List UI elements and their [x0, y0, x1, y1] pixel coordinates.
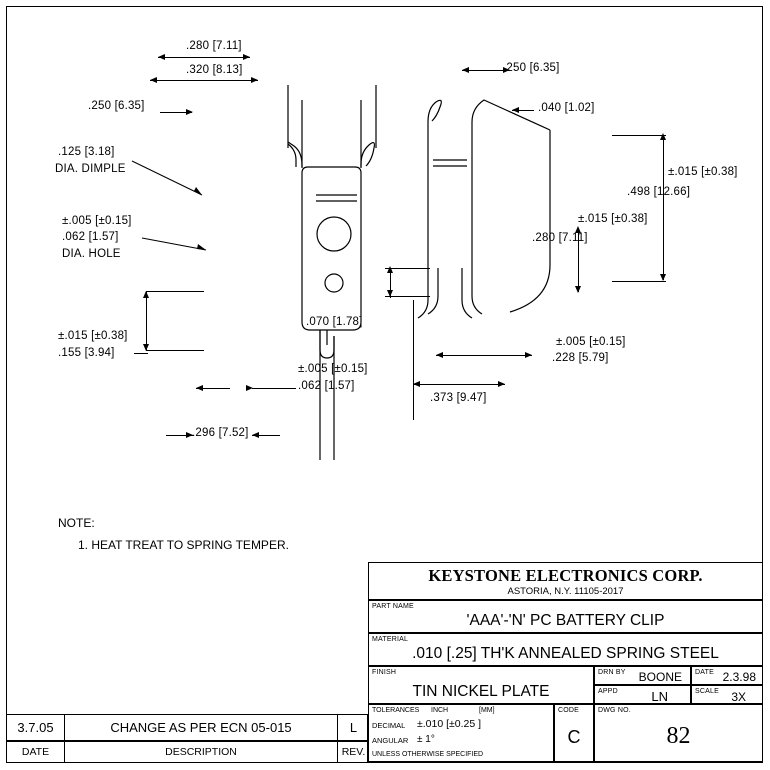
dim-155-394: .155 [3.94]: [58, 347, 115, 359]
arrow: [251, 77, 258, 83]
arrow: [498, 381, 505, 387]
unless-note: UNLESS OTHERWISE SPECIFIED: [372, 751, 484, 758]
arrow: [660, 274, 666, 281]
dim-228-579: .228 [5.79]: [552, 352, 609, 364]
arrow: [143, 291, 149, 298]
revision-header-description-cell: [65, 742, 338, 762]
code-cell: [554, 704, 594, 762]
dim-line-228: [436, 355, 532, 356]
dim-280-711: .280 [7.11]: [186, 40, 242, 52]
date-cell: [691, 666, 763, 685]
dim-296-752: .296 [7.52]: [192, 427, 249, 439]
dim-373-947: .373 [9.47]: [430, 392, 487, 404]
arrow: [413, 381, 420, 387]
arrow: [575, 286, 581, 293]
revision-header-date-cell: [7, 742, 65, 762]
extension-line: [612, 281, 666, 282]
tol-005-015-228: ±.005 [±0.15]: [556, 336, 626, 348]
arrow: [158, 54, 165, 60]
arrow: [252, 432, 259, 438]
finish-label: FINISH: [372, 669, 397, 676]
code-label: CODE: [558, 707, 580, 714]
angular-value: ± 1°: [417, 734, 435, 745]
material-cell: [368, 633, 763, 666]
note-heading: NOTE:: [58, 516, 95, 530]
arrow: [462, 67, 469, 73]
revision-date-cell: [7, 715, 65, 740]
dim-line-373: [413, 384, 505, 385]
dim-125-dia-dimple-label: DIA. DIMPLE: [55, 163, 126, 175]
arrow: [150, 77, 157, 83]
tol-015-038-155: ±.015 [±0.38]: [58, 330, 128, 342]
arrow: [243, 54, 250, 60]
revision-header-row: [6, 741, 368, 763]
part-name-label: PART NAME: [372, 603, 414, 610]
drn-by-value: BOONE: [638, 670, 682, 684]
part-name-cell: [368, 600, 763, 633]
revision-date: 3.7.05: [17, 720, 54, 735]
dim-line-280: [158, 57, 250, 58]
part-name-value: 'AAA'-'N' PC BATTERY CLIP: [466, 612, 665, 629]
appd-label: APPD: [598, 688, 618, 695]
appd-cell: [594, 685, 691, 704]
drn-by-cell: [594, 666, 691, 685]
tolerances-inch-label: INCH: [431, 707, 449, 714]
finish-value: TIN NICKEL PLATE: [412, 683, 550, 700]
extension-line: [146, 350, 204, 351]
company-name: KEYSTONE ELECTRONICS CORP.: [428, 566, 703, 585]
dim-125-318: .125 [3.18]: [58, 146, 115, 158]
company-address: ASTORIA, N.Y. 11105-2017: [507, 586, 624, 597]
tol-005-015-leg: ±.005 [±0.15]: [298, 363, 368, 375]
arrow: [246, 385, 253, 391]
side-view-geometry: [400, 50, 730, 480]
arrow: [525, 352, 532, 358]
dim-250-635-right: .250 [6.35]: [503, 62, 560, 74]
arrow: [186, 109, 193, 115]
dim-040-102: .040 [1.02]: [538, 102, 595, 114]
dim-line-155: [146, 291, 147, 351]
revision-rev: L: [349, 720, 358, 735]
material-value: .010 [.25] TH'K ANNEALED SPRING STEEL: [412, 645, 719, 662]
dwg-no-value: 82: [666, 723, 691, 749]
extension-line: [146, 291, 204, 292]
drn-by-label: DRN BY: [598, 669, 626, 676]
dwg-no-cell: [594, 704, 763, 762]
arrow: [436, 352, 443, 358]
decimal-value: ±.010 [±0.25 ]: [417, 718, 482, 730]
scale-label: SCALE: [695, 688, 719, 695]
revision-description: CHANGE AS PER ECN 05-015: [110, 720, 292, 735]
revision-header-description: DESCRIPTION: [165, 746, 237, 758]
dim-062-dia-hole-label: DIA. HOLE: [62, 248, 121, 260]
scale-cell: [691, 685, 763, 704]
note-item-1: 1. HEAT TREAT TO SPRING TEMPER.: [78, 538, 289, 552]
hole-leader: [140, 228, 230, 268]
revision-header-rev-cell: [338, 742, 369, 762]
finish-cell: [368, 666, 594, 704]
dim-line-062-ext: [252, 388, 296, 389]
dim-070-178: .070 [1.78]: [306, 316, 363, 328]
tol-015-038-280: ±.015 [±0.38]: [578, 213, 648, 225]
scale-value: 3X: [731, 690, 746, 704]
material-label: MATERIAL: [372, 636, 409, 643]
extension-line: [612, 135, 666, 136]
arrow: [387, 290, 393, 297]
dim-498-1266: .498 [12.66]: [627, 186, 691, 198]
dimple-leader: [130, 155, 230, 210]
tolerances-mm-label: [MM]: [479, 707, 495, 714]
arrow: [387, 266, 393, 273]
tol-005-015-hole: ±.005 [±0.15]: [62, 215, 132, 227]
dim-062-157-hole: .062 [1.57]: [62, 231, 119, 243]
dim-320-813: .320 [8.13]: [186, 64, 243, 76]
decimal-label: DECIMAL: [372, 721, 406, 730]
arrow: [512, 107, 519, 113]
revision-header-date: DATE: [21, 746, 50, 758]
dim-062-157-leg: .062 [1.57]: [298, 380, 355, 392]
tolerances-label: TOLERANCES: [372, 707, 420, 714]
dim-line-498: [663, 135, 664, 280]
tol-015-038-498: ±.015 [±0.38]: [668, 166, 738, 178]
leader-line: [134, 353, 148, 354]
date-label: DATE: [695, 669, 714, 676]
arrow: [196, 385, 203, 391]
dim-line-320: [150, 80, 258, 81]
dwg-no-label: DWG NO.: [598, 707, 631, 714]
appd-value: LN: [651, 689, 668, 704]
dim-250-635-left: .250 [6.35]: [88, 100, 145, 112]
code-value: C: [567, 727, 581, 747]
revision-description-cell: [65, 715, 338, 740]
angular-label: ANGULAR: [372, 736, 409, 745]
dim-280-711-right: .280 [7.11]: [532, 232, 588, 244]
tolerances-cell: [368, 704, 554, 762]
revision-rev-cell: [338, 715, 369, 740]
revision-row: [6, 714, 368, 741]
company-header: [368, 562, 763, 600]
extension-line: [413, 300, 414, 420]
date-value: 2.3.98: [722, 670, 756, 684]
revision-header-rev: REV.: [341, 746, 366, 758]
